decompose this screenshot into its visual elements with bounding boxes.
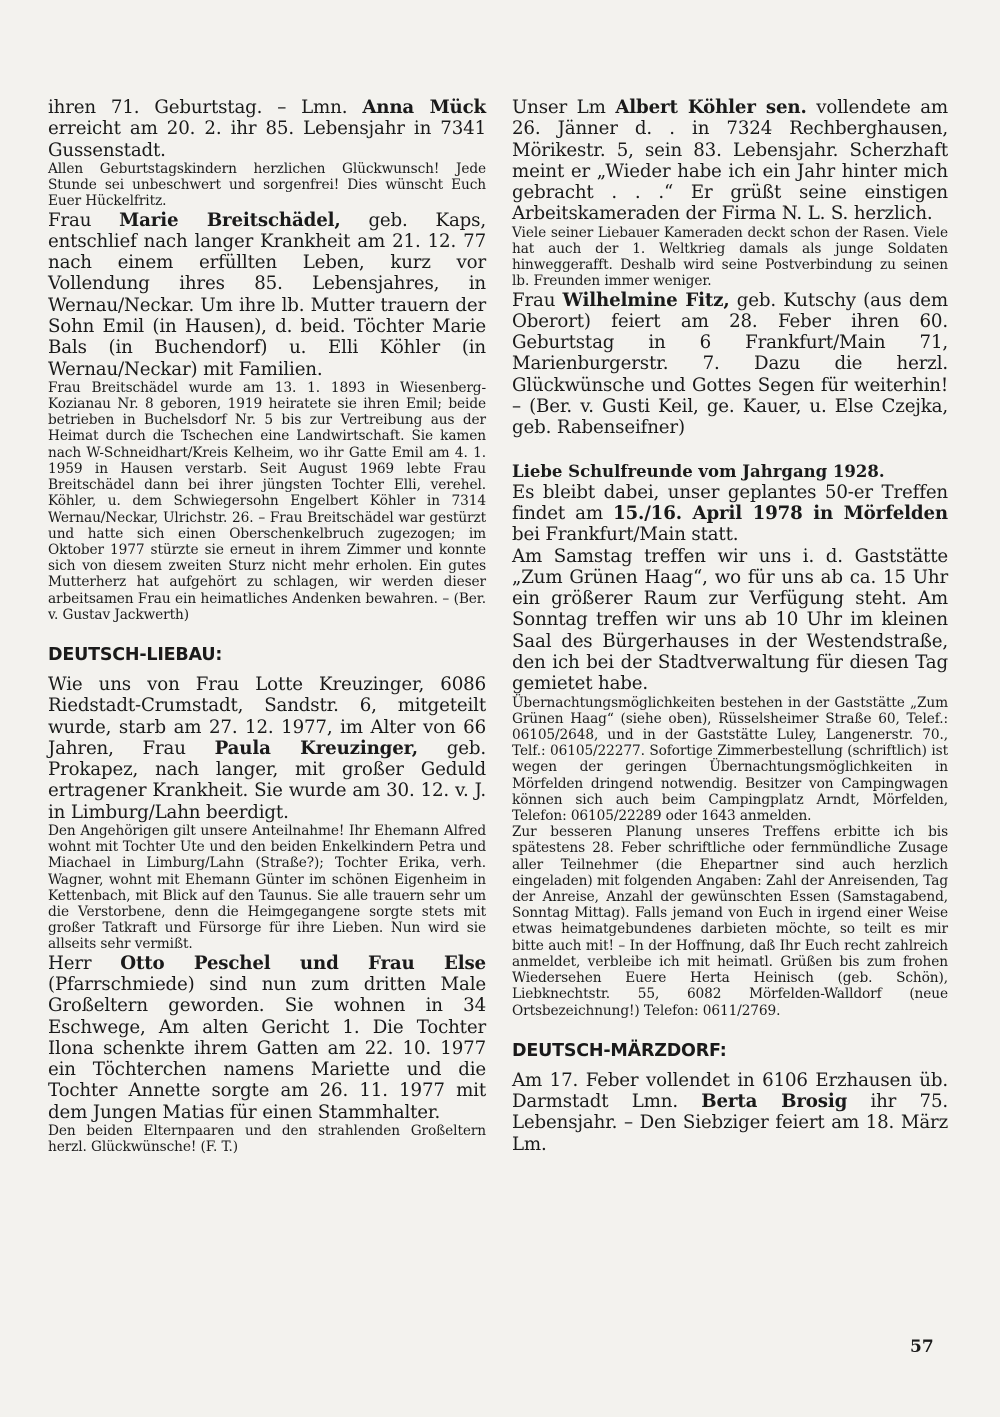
paragraph-liebauer-kameraden: Viele seiner Liebauer Kameraden deckt schon der Rasen. Viele hat auch der 1. Weltkrieg damals als junge Soldaten hinweggerafft. Deshalb wird seine Postverbindung zu seinen lb. Freunden immer weniger. [512,224,948,290]
paragraph-breitschaedel-biography: Frau Breitschädel wurde am 13. 1. 1893 in Wiesenberg-Kozianau Nr. 8 geboren, 1919 heiratete sie ihren Emil; beide betrieben in Buchelsdorf Nr. 5 bis zur Vertreibung aus der Heimat durch die Tschechen eine Landwirtschaft. Sie kamen nach W-Schneidhart/Kreis Kelheim, wo ihr Gatte Emil am 4. 1. 1959 in Hausen verstarb. Seit August 1969 lebte Frau Breitschädel dann bei ihrer jüngsten Tochter Elli, verehel. Köhler, u. dem Schwiegersohn Engelbert Köhler in 7314 Wernau/Neckar, Ulrichstr. 26. – Frau Breitschädel war gestürzt und hatte sich einen Oberschenkelbruch zugezogen; im Oktober 1977 stürzte sie erneut in ihrem Zimmer und konnte sich von diesem zweiten Sturz nicht mehr erholen. Ein gutes Mutterherz hat aufgehört zu schlagen, wir werden dieser arbeitsamen Frau ein heimatliches Andenken bewahren. – (Ber. v. Gustav Jackwerth) [48,379,486,623]
paragraph-treffen-schedule: Am Samstag treffen wir uns i. d. Gaststätte „Zum Grünen Haag“, wo für uns ab ca. 15 Uhr ein größerer Raum zur Verfügung steht. Am Sonntag treffen wir uns ab 10 Uhr im kleinen Saal des Bürgerhauses in der Westendstraße, den ich bei der Stadtverwaltung für diesen Tag gemietet habe. [512,545,948,695]
text: Es bleibt dabei, unser geplantes 50-er Treffen findet am [512,481,948,524]
paragraph-otto-peschel [48,953,486,1123]
name-marie-breitschaedel: Marie Breitschädel, [119,209,341,231]
text: Unser Lm [512,97,616,118]
text: Herr [48,952,121,974]
name-anna-mueck: Anna Mück [362,97,486,118]
paragraph-treffen-date [512,482,948,546]
paragraph-berta-brosig [512,1070,948,1155]
paragraph-albert-koehler [512,97,948,225]
paragraph-congratulations: Den beiden Elternpaaren und den strahlenden Großeltern herzl. Glückwünsche! (F. T.) [48,1123,486,1156]
subheading-schulfreunde: Liebe Schulfreunde vom Jahrgang 1928. [512,461,885,481]
text: Frau [512,289,563,311]
event-date-location: 15./16. April 1978 in Mörfelden [613,502,948,524]
text: ihren 71. Geburtstag. – Lmn. [48,97,363,118]
name-berta-brosig: Berta Brosig [701,1091,848,1112]
name-otto-peschel: Otto Peschel und Frau Else [120,952,486,974]
section-heading-deutsch-liebau: DEUTSCH-LIEBAU: [48,644,223,665]
paragraph-registration: Zur besseren Planung unseres Treffens erbitte ich bis spätestens 28. Feber schriftliche oder fernmündliche Zusage aller Teilnehmer (die Ehepartner sind auch herzlich eingeladen) mit folgenden Angaben: Zahl der Anreisenden, Tag der Anreise, Anzahl der gewünschten Essen (Samstagabend, Sonntag Mittag). Falls jemand von Euch in irgend einer Weise etwas heimatgebundenes darbieten möchte, so teilt es mir bitte auch mit! – In der Hoffnung, daß Ihr Euch recht zahlreich anmeldet, verbleibe ich mit heimatl. Grüßen bis zum frohen Wiedersehen Euere Herta Heinisch (geb. Schön), Liebknechtstr. 55, 6082 Mörfelden-Walldorf (neue Ortsbezeichnung!) Telefon: 0611/2769. [512,824,948,1019]
text: erreicht am 20. 2. ihr 85. Lebensjahr in 7341 Gussenstadt. [48,118,486,161]
text: (Pfarrschmiede) sind nun zum dritten Male Großeltern geworden. Sie wohnen in 34 Eschwege, Am alten Gericht 1. Die Tochter Ilona schenkte ihrem Gatten am 22. 10. 1977 ein Töchterchen namens Mariette und die Tochter Annette sorgte am 26. 11. 1977 mit dem Jungen Matias für einen Stammhalter. [48,973,486,1123]
text: geb. Kaps, entschlief nach langer Krankheit am 21. 12. 77 nach einem erfüllten Leben, kurz vor Vollendung ihres 85. Lebensjahres, in Wernau/Neckar. Um ihre lb. Mutter trauern der Sohn Emil (in Hausen), d. beid. Töchter Marie Bals (in Buchendorf) u. Elli Köhler (in Wernau/Neckar) mit Familien. [48,209,486,380]
right-column [512,97,948,1155]
text: bei Frankfurt/Main statt. [512,524,739,546]
text: geb. Kutschy (aus dem Oberort) feiert am 28. Feber ihren 60. Geburtstag in 6 Frankfurt/Main 71, Marienburgerstr. 7. Dazu die herzl. Glückwünsche und Gottes Segen für weiterhin! – (Ber. v. Gusti Keil, ge. Kauer, u. Else Czejka, geb. Rabenseifner) [512,289,949,439]
text: Wie uns von Frau Lotte Kreuzinger, 6086 Riedstadt-Crumstadt, Sandstr. 6, mitgeteilt wurde, starb am 27. 12. 1977, im Alter von 66 Jahren, Frau [48,673,486,759]
name-albert-koehler: Albert Köhler sen. [615,97,807,118]
text: Am 17. Feber vollendet in 6106 Erzhausen üb. Darmstadt Lmn. [512,1069,948,1112]
paragraph-marie-breitschaedel [48,210,486,380]
paragraph-wilhelmine-fitz [512,290,948,439]
paragraph-anna-mueck [48,97,486,161]
page-number: 57 [910,1337,934,1357]
text: Frau [48,209,120,231]
section-heading-deutsch-maerzdorf: DEUTSCH-MÄRZDORF: [512,1040,727,1061]
text: ihr 75. Lebensjahr. – Den Siebziger feiert am 18. März Lm. [512,1091,949,1155]
name-paula-kreuzinger: Paula Kreuzinger, [214,737,418,759]
text: vollendete am 26. Jänner d. . in 7324 Rechberghausen, Mörikestr. 5, sein 83. Lebensjahr. Scherzhaft meint er „Wieder habe ich ein Jahr hinter mich gebracht . . .“ Er grüßt seine einstigen Arbeitskameraden der Firma N. L. S. herzlich. [512,97,949,225]
left-column [48,97,486,1155]
paragraph-paula-kreuzinger [48,674,486,823]
name-wilhelmine-fitz: Wilhelmine Fitz, [562,289,730,311]
paragraph-accommodation: Übernachtungsmöglichkeiten bestehen in der Gaststätte „Zum Grünen Haag“ (siehe oben), Rüsselsheimer Straße 60, Telef.: 06105/2648, und in der Gaststätte Luley, Langenerstr. 70., Telf.: 06105/22277. Sofortige Zimmerbestellung (schriftlich) ist wegen der geringen Übernachtungsmöglichkeiten in Mörfelden dringend notwendig. Besitzer von Campingwagen können sich auch beim Campingplatz Arndt, Mörfelden, Telefon: 06105/22289 oder 1643 anmelden. [512,694,948,825]
paragraph-greetings: Allen Geburtstagskindern herzlichen Glückwunsch! Jede Stunde sei unbeschwert und sorgenfrei! Dies wünscht Euch Euer Hückelfritz. [48,160,486,210]
paragraph-condolences: Den Angehörigen gilt unsere Anteilnahme! Ihr Ehemann Alfred wohnt mit Tochter Ute und den beiden Enkelkindern Petra und Miachael in Limburg/Lahn (Straße?); Tochter Erika, verh. Wagner, wohnt mit Ehemann Günter im schönen Eigenheim in Kettenbach, mit Blick auf den Taunus. Sie alle trauern sehr um die Verstorbene, denn die Heimgegangene sorgte stets mit großer Tatkraft und Fürsorge für ihre Lieben. Nun wird sie allseits sehr vermißt. [48,823,486,953]
text: geb. Prokapez, nach langer, mit großer Geduld ertragener Krankheit. Sie wurde am 30. 12. v. J. in Limburg/Lahn beerdigt. [48,737,486,823]
